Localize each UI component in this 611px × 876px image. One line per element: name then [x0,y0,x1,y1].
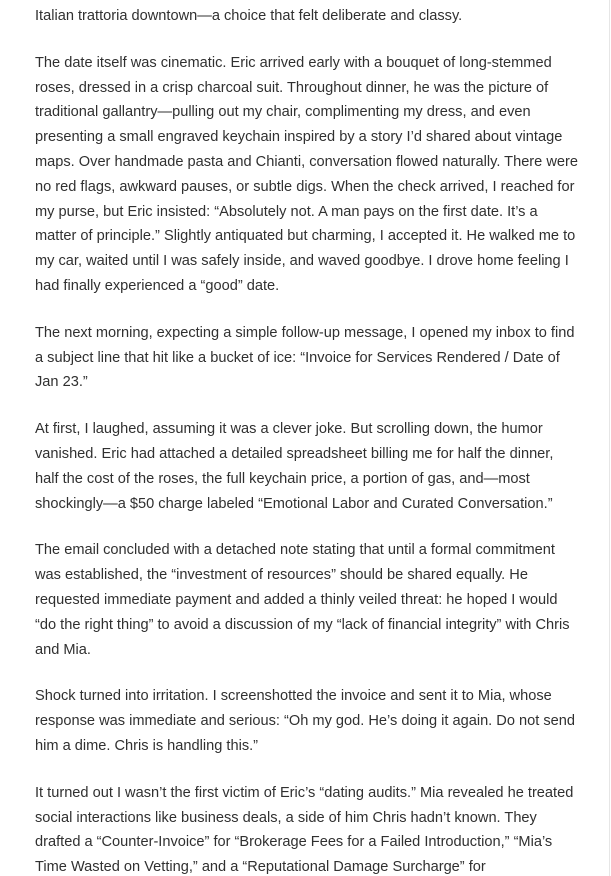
paragraph-date-night: The date itself was cinematic. Eric arrived early with a bouquet of long-stemmed roses, dressed in a crisp charcoal suit. Throughout dinner, he was the picture of traditional gallantry—pulling out my chair, complimenting my dress, and even presenting a small engraved keychain inspired by a story I’d shared about vintage maps. Over handmade pasta and Chianti, conversation flowed naturally. There were no red flags, awkward pauses, or subtle digs. When the check arrived, I reached for my purse, but Eric insisted: “Absolutely not. A man pays on the first date. It’s a matter of principle.” Slightly antiquated but charming, I accepted it. He walked me to my car, waited until I was safely inside, and waved goodbye. I drove home feeling I had finally experienced a “good” date. [35,54,578,294]
paragraph-spreadsheet: At first, I laughed, assuming it was a clever joke. But scrolling down, the humor vanished. Eric had attached a detailed spreadsheet billing me for half the dinner, half the cost of the roses, the full keychain price, a portion of gas, and—most shockingly—a $50 charge labeled “Emotional Labor and Curated Conversation.” [35,421,554,512]
paragraph-invoice-email: The next morning, expecting a simple follow-up message, I opened my inbox to find a subject line that hit like a bucket of ice: “Invoice for Services Rendered / Date of Jan 23.” [35,324,575,391]
paragraph-mia-response: Shock turned into irritation. I screenshotted the invoice and sent it to Mia, whose response was immediate and serious: “Oh my god. He’s doing it again. Do not send him a dime. Chris is handling this.” [35,688,575,754]
paragraph-trattoria: Italian trattoria downtown—a choice that felt deliberate and classy. [35,8,463,24]
paragraph-email-conclusion: The email concluded with a detached note stating that until a formal commitment was established, the “investment of resources” should be shared equally. He requested immediate payment and added a thinly veiled threat: he hoped I would “do the right thing” to avoid a discussion of my “lack of financial integrity” with Chris and Mia. [35,542,570,658]
page-edge-divider [609,0,610,876]
paragraph-dating-audits: It turned out I wasn’t the first victim of Eric’s “dating audits.” Mia revealed he treated social interactions like business deals, a side of him Chris hadn’t known. They drafted a “Counter-Invoice” for “Brokerage Fees for a Failed Introduction,” “Mia’s Time Wasted on Vetting,” and a “Reputational Damage Surcharge” for [35,784,574,876]
